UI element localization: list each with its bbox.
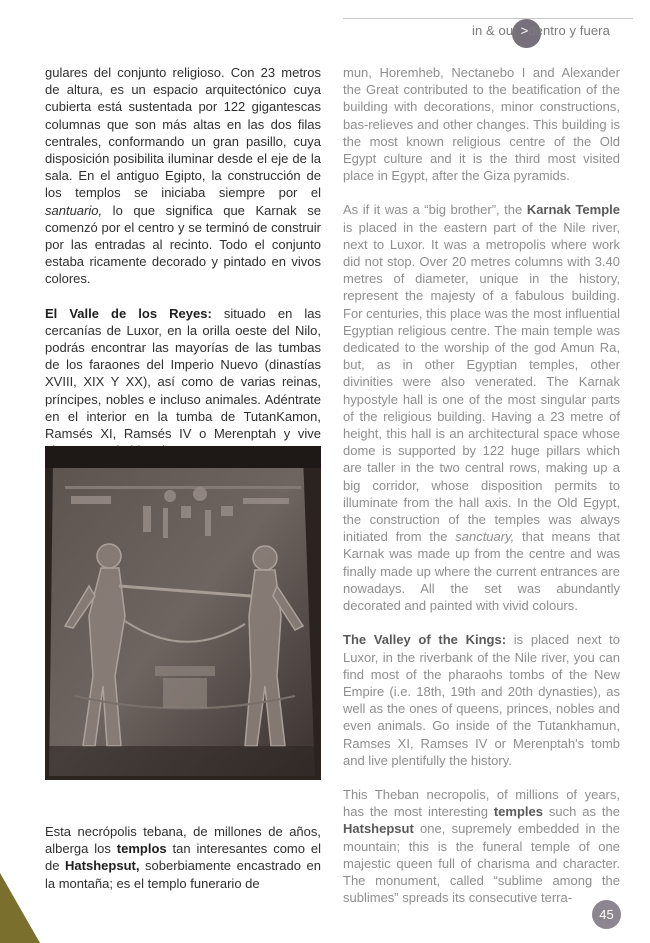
right-p3-heading: The Valley of the Kings: — [343, 632, 507, 648]
right-p4-a: This Theban necropolis, of millions of years, has the most interesting — [343, 786, 620, 820]
right-paragraph-valley — [343, 631, 620, 769]
right-p4-b: such as the — [542, 804, 620, 820]
left-p2-heading: El Valle de los Reyes: — [45, 305, 212, 321]
left-paragraph-karnak — [45, 64, 321, 288]
right-p2-c: that means that Karnak was made up from the centre and was finally made up where the current entrances are nowadays. All the set was abundantly decorated and painted with vivid colours. — [343, 529, 620, 614]
right-paragraph-intro: mun, Horemheb, Nectanebo I and Alexander the Great contributed to the beatification of the building with decorations, minor constructions, bas-relieves and other changes. This building is the most known religious centre of the Old Egypt culture and it is the third most visited place in Egypt, after the Giza pyramids. — [343, 65, 620, 184]
right-p4-c: one, supremely embedded in the mountain; this is the funeral temple of one majestic queen full of charisma and character. The monument, called “sublime among the sublimes” spreads its consecutive terra- — [343, 821, 620, 906]
left-p3-b: tan interesantes como el de — [45, 841, 321, 874]
section-header — [472, 23, 610, 38]
left-p3-bold1: templos — [116, 841, 167, 857]
left-paragraph-necropolis — [45, 823, 321, 892]
left-p1-italic: santuario, — [45, 202, 103, 218]
left-column-bottom — [45, 823, 321, 892]
left-p3-a: Esta necrópolis tebana, de millones de años, alberga los — [45, 824, 321, 857]
right-paragraph-necropolis — [343, 786, 620, 906]
left-p3-c: soberbiamente encastrado en la montaña; es el templo funerario de — [45, 858, 321, 891]
left-paragraph-valley — [45, 305, 321, 460]
temple-relief-photo — [45, 446, 321, 780]
header-rule — [343, 18, 633, 19]
right-p3-text: is placed next to Luxor, in the riverbank of the Nile river, you can find most of the pharaohs tombs of the New Empire (i.e. 18th, 19th and 20th dynasties), as well as the ones of queens, princes, nobles and even animals. Go inside of the Tutankhamun, Ramses XI, Ramses IV or Merenptah's tomb and live plentifully the history. — [343, 632, 621, 768]
right-paragraph-karnak — [343, 201, 620, 614]
right-p2-bold: Karnak Temple — [526, 202, 620, 218]
header-separator: > — [520, 23, 529, 38]
right-p2-a: As if it was a “big brother”, the — [343, 202, 527, 218]
right-column — [343, 64, 620, 906]
left-p2-text: situado en las cercanías de Luxor, en la orilla oeste del Nilo, podrás encontrar las mayorías de las tumbas de los faraones del Imperio Nuevo (dinastías XVIII, XIX Y XX), así como de varias reinas, príncipes, nobles e incluso animales. Adéntrate en el interior en la tumba de TutanKamon, Ramsés XI, Ramsés IV o Merenptah y vive — [45, 305, 321, 442]
right-p2-italic: sanctuary, — [455, 529, 515, 545]
right-p2-b: is placed in the eastern part of the Nile river, next to Luxor. It was a metropolis where work did not stop. Over 20 metres columns with 3.40 metres of diameter, unique in the history, represent the majesty of a fabulous building. For centuries, this place was the most influential Egyptian religious centre. The main temple was dedicated to the worship of the god Amun Ra, but, as in other Egyptian temples, other divinities were also venerated. The Karnak hypostyle hall is one of the most singular parts of the religious building. Having a 23 metre of height, this hall is an architectural space whose dome is supported by 122 huge pillars which are taller in the two central rows, making up a big corridor, whose disposition permits to illuminate from the hall axis. In the Old Egypt, the construction of the temples was always initiated from the — [343, 219, 620, 545]
header-part2: dentro y fuera — [528, 23, 610, 38]
page-number: 45 — [592, 900, 621, 929]
left-p3-bold2: Hatshepsut, — [65, 858, 140, 874]
corner-decoration — [0, 873, 40, 943]
left-column-top — [45, 64, 321, 459]
left-p1-text: gulares del conjunto religioso. Con 23 metros de altura, es un espacio arquitectónico cuya cubierta está sustentada por 122 gigantescas columnas que son más altas en las dos filas centrales, conformando un gran pasillo, cuya disposición posibilita iluminar desde el eje de la sala. En el antiguo Egipto, la construcción de los templos se iniciaba siempre por el — [45, 65, 321, 201]
header-part1: in & out — [472, 23, 517, 38]
left-p1-end: lo que significa que Karnak se comenzó por el centro y se terminó de construir por las entradas al recinto. Todo el conjunto estaba ricamente decorado y pintado en vivos colores. — [45, 202, 321, 287]
right-p4-bold2: Hatshepsut — [343, 821, 414, 837]
right-p4-bold1: temples — [493, 804, 543, 820]
